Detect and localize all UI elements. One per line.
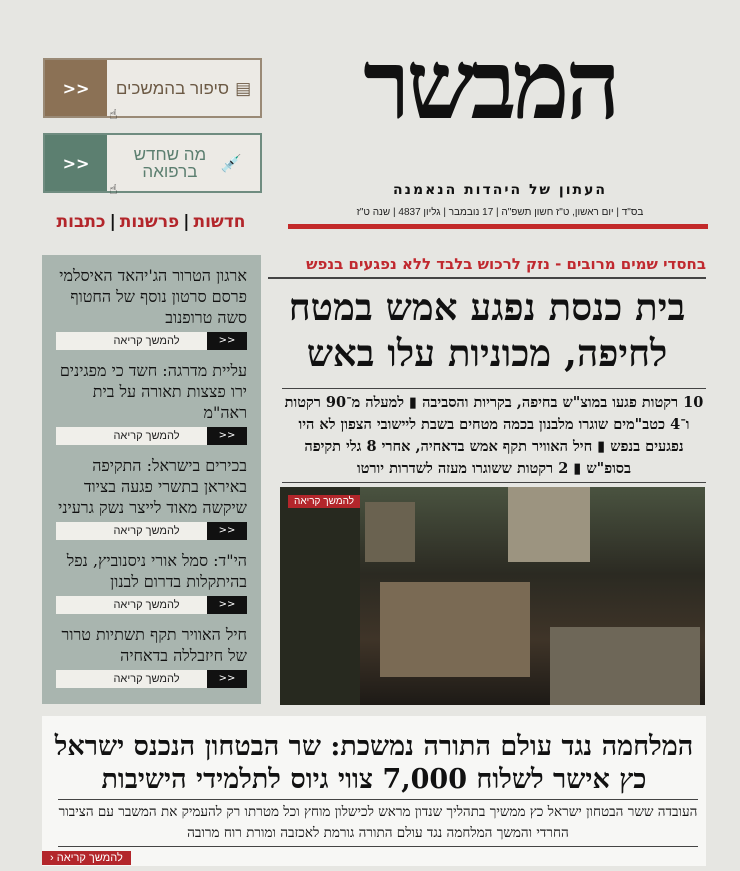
masthead-slogan: העתון של היהדות הנאמנה bbox=[392, 182, 608, 198]
section-nav: חדשות|פרשנות|כתבות bbox=[56, 212, 246, 232]
arrow-icon: << bbox=[45, 60, 107, 116]
divider bbox=[282, 482, 706, 483]
read-more-button[interactable]: להמשך קריאה << bbox=[56, 596, 247, 614]
nav-news[interactable]: חדשות bbox=[193, 212, 246, 232]
masthead-logo[interactable]: המבשר bbox=[363, 28, 617, 141]
list-item: הי"ד: סמל אורי ניסנוביץ, נפל בהיתקלות בדרום לבנון להמשך קריאה << bbox=[56, 550, 247, 614]
bottom-read-more-button[interactable]: להמשך קריאה ‹ bbox=[42, 851, 131, 865]
nav-features[interactable]: כתבות bbox=[56, 212, 106, 232]
main-headline[interactable]: בית כנסת נפגע אמש במטח לחיפה, מכוניות עלו באש bbox=[288, 285, 686, 375]
hand-cursor-icon: ☝ bbox=[109, 107, 118, 123]
photo-read-more-button[interactable]: להמשך קריאה bbox=[288, 495, 360, 508]
read-more-button[interactable]: להמשך קריאה << bbox=[56, 670, 247, 688]
newspaper-icon: ▤ bbox=[235, 78, 252, 98]
read-more-button[interactable]: להמשך קריאה << bbox=[56, 332, 247, 350]
bottom-body: העובדה ששר הבטחון ישראל כץ ממשיך בתהליך שנדון מראש לכישלון מוחץ וכל מטרתו רק להעמיק את המשבר עם הציבור החרדי והמשך המלחמה נגד עולם התורה גורמת לאכזבה ומורת רוח מרובה bbox=[58, 799, 698, 847]
nav-analysis[interactable]: פרשנות bbox=[119, 212, 180, 232]
main-subhead: 10 רקטות פגעו במוצ"ש בחיפה, בקריות והסביבה ▮ למעלה מ־90 רקטות ו־4 כטב"מים שוגרו מלבנון בכמה מטחים בשבת ליישובי הצפון לא היו נפגעים בנפש ▮ חיל האוויר תקף אמש בדאחיה, אחרי 8 גלי תקיפה בסופ"ש ▮ 2 רקטות ששוגרו מעזה לשדרות יורטו bbox=[284, 394, 704, 477]
medicine-news-label: מה שחדש ברפואה bbox=[133, 145, 207, 181]
hand-cursor-icon: ☝ bbox=[109, 182, 118, 198]
list-item: עליית מדרגה: חשד כי מפגינים ירו פצצות תאורה על בית ראה"מ להמשך קריאה << bbox=[56, 360, 247, 445]
list-item: ארגון הטרור הג'יהאד האיסלמי פרסם סרטון נוסף של החטוף סשה טרופנוב להמשך קריאה << bbox=[56, 265, 247, 350]
masthead-divider bbox=[288, 224, 708, 229]
main-photo[interactable] bbox=[280, 487, 705, 705]
medicine-news-button[interactable] bbox=[43, 133, 262, 198]
dateline: בס"ד | יום ראשון, ט"ז חשון תשפ"ה | 17 נובמבר | גליון 4837 | שנה ט"ז bbox=[356, 207, 644, 218]
divider bbox=[282, 388, 706, 389]
syringe-icon: 💉 bbox=[220, 153, 243, 173]
serial-story-button[interactable] bbox=[43, 58, 262, 123]
list-item: בכירים בישראל: התקיפה באיראן בתשרי פגעה בציוד שיקשה מאוד לייצר נשק גרעיני להמשך קריאה << bbox=[56, 455, 247, 540]
serial-story-label: סיפור בהמשכים bbox=[115, 78, 230, 98]
read-more-button[interactable]: להמשך קריאה << bbox=[56, 522, 247, 540]
bottom-story bbox=[42, 716, 706, 866]
sidebar-news bbox=[42, 255, 261, 704]
list-item: חיל האוויר תקף תשתיות טרור של חיזבללה בדאחיה להמשך קריאה << bbox=[56, 624, 247, 688]
kicker: בחסדי שמים מרובים - נזק לרכוש בלבד ללא נפגעים בנפש bbox=[268, 255, 706, 279]
arrow-icon: << bbox=[45, 135, 107, 191]
bottom-headline[interactable]: המלחמה נגד עולם התורה נמשכת: שר הבטחון הנכנס ישראל כץ אישר לשלוח 7,000 צווי גיוס לתלמידי הישיבות bbox=[54, 731, 694, 795]
read-more-button[interactable]: להמשך קריאה << bbox=[56, 427, 247, 445]
